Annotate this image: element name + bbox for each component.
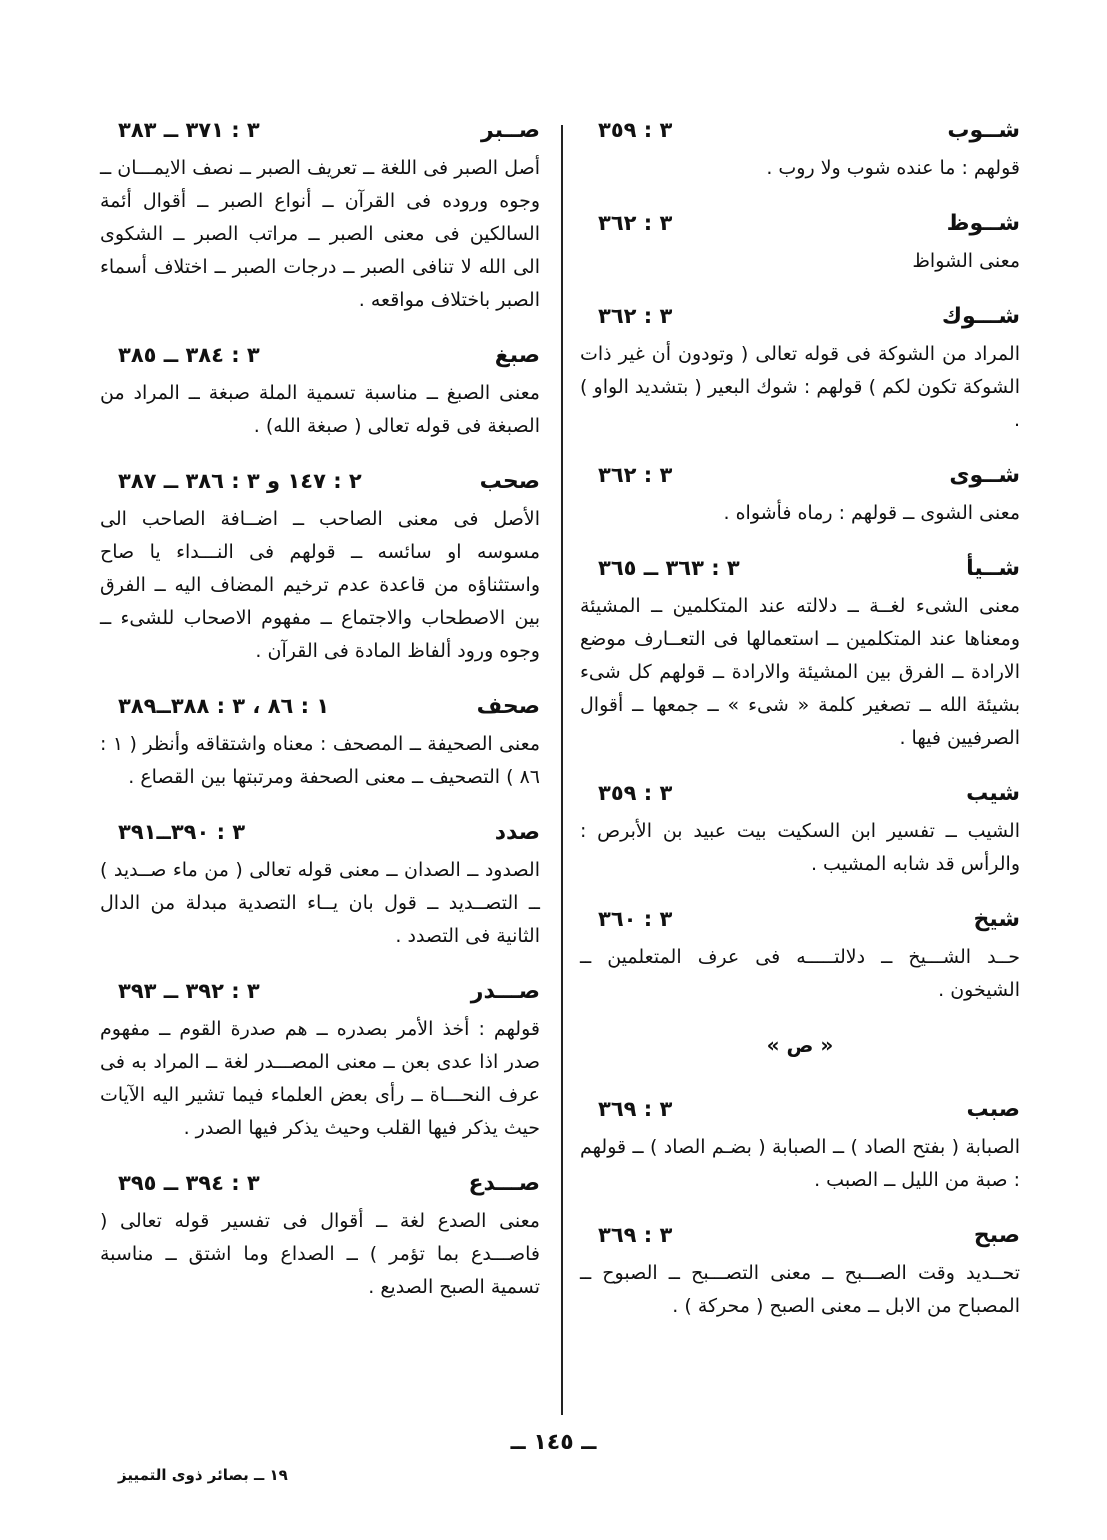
section-title: « ص » — [766, 1033, 834, 1057]
entry — [580, 211, 1020, 278]
entry-head — [100, 469, 540, 503]
entry-head — [580, 907, 1020, 941]
entry — [100, 979, 540, 1145]
entry-body: معنى الشىء لغــة ــ دلالته عند المتكلمين ــ المشيئة ومعناها عند المتكلمين ــ استعمالها فى التعــارف موضع الارادة ــ الفرق بين المشيئة والارادة ــ قولهم كل شىء بشيئة الله ــ تصغير كلمة « شىء » ــ جمعها ــ أقوال الصرفيين فيها . — [580, 595, 1020, 749]
left-column — [100, 118, 540, 1330]
entry-head — [580, 1223, 1020, 1257]
entry — [100, 1171, 540, 1304]
entry-reference: ٣ : ٣٦٩ — [598, 1097, 673, 1121]
entry-reference: ٣ : ٣٥٩ — [598, 781, 673, 805]
entry-body: الصبابة ( بفتح الصاد ) ــ الصبابة ( بضـم الصاد ) ــ قولهم : صبة من الليل ــ الصبب . — [580, 1136, 1020, 1191]
entry-head — [580, 463, 1020, 497]
entry-head — [100, 118, 540, 152]
entry-body: الشيب ــ تفسير ابن السكيت بيت عبيد بن الأبرص : والرأس قد شابه المشيب . — [580, 820, 1020, 875]
footer-note: ١٩ ــ بصائر ذوى التمييز — [118, 1466, 288, 1484]
entry — [580, 118, 1020, 185]
entry-reference: ٣ : ٣٦٩ — [598, 1223, 673, 1247]
entry-word: شـــوك — [941, 304, 1020, 329]
entry-reference: ٣ : ٣٦٣ ــ ٣٦٥ — [598, 556, 740, 580]
right-entries-after — [580, 1097, 1020, 1323]
entry-word: شــوب — [947, 118, 1020, 143]
entry-body: معنى الصحيفة ــ المصحف : معناه واشتقاقه وأنظر ( ١ : ٨٦ ) التصحيف ــ معنى الصحفة ومرتبتها بين القصاع . — [100, 733, 540, 788]
entry-word: شــوى — [949, 463, 1020, 488]
entry — [580, 1097, 1020, 1197]
entry-head — [580, 118, 1020, 152]
entry-body: تحــديد وقت الصـــبح ــ معنى التصـــبح ــ الصبوح ــ المصباح من الابل ــ معنى الصبح ( محركة ) . — [580, 1262, 1020, 1317]
entry-word: صــبر — [481, 118, 540, 143]
entry-word: صبح — [973, 1223, 1020, 1248]
right-entries — [580, 118, 1020, 1007]
entry-body: المراد من الشوكة فى قوله تعالى ( وتودون أن غير ذات الشوكة تكون لكم ) قولهم : شوك البعير ( بتشديد الواو ) . — [580, 343, 1020, 431]
entry-head — [100, 820, 540, 854]
entry-reference: ٣ : ٣٩٤ ــ ٣٩٥ — [118, 1171, 260, 1195]
entry-word: شيب — [966, 781, 1020, 806]
entry — [580, 1223, 1020, 1323]
entry-word: شيخ — [973, 907, 1020, 932]
entry-head — [100, 979, 540, 1013]
entry-reference: ٣ : ٣٧١ ــ ٣٨٣ — [118, 118, 260, 142]
entry-body: أصل الصبر فى اللغة ــ تعريف الصبر ــ نصف الايمـــان ــ وجوه وروده فى القرآن ــ أنواع الصبر ــ أقوال أئمة السالكين فى معنى الصبر ــ مراتب الصبر ــ الشكوى الى الله لا تنافى الصبر ــ درجات الصبر ــ اختلاف أسماء الصبر باختلاف مواقعه . — [100, 157, 540, 311]
entry-word: صحف — [476, 694, 540, 719]
entry — [580, 556, 1020, 755]
column-divider — [561, 125, 563, 1415]
entry-body: قولهم : ما عنده شوب ولا روب . — [766, 157, 1020, 179]
left-entries — [100, 118, 540, 1304]
entry-head — [580, 781, 1020, 815]
entry — [580, 781, 1020, 881]
entry-word: صـــدر — [470, 979, 540, 1004]
entry-head — [580, 1097, 1020, 1131]
entry-body: قولهم : أخذ الأمر بصدره ــ هم صدرة القوم ــ مفهوم صدر اذا عدى بعن ــ معنى المصـــدر لغة ــ المراد به فى عرف النحـــاة ــ رأى بعض العلماء فيما تشير اليه الآيات حيث يذكر فيها القلب وحيث يذكر فيها الصدر . — [100, 1018, 540, 1139]
entry — [100, 343, 540, 443]
entry — [580, 463, 1020, 530]
entry-word: شــيأ — [966, 556, 1020, 581]
page-number: ــ ١٤٥ ــ — [510, 1430, 597, 1455]
entry-word: صحب — [479, 469, 540, 494]
entry-reference: ٣ : ٣٩٢ ــ ٣٩٣ — [118, 979, 260, 1003]
entry-body: معنى الصبغ ــ مناسبة تسمية الملة صبغة ــ المراد من الصبغة فى قوله تعالى ( صبغة الله) . — [100, 382, 540, 437]
entry — [100, 469, 540, 668]
entry-reference: ١ : ٨٦ ، ٣ : ٣٨٨ــ٣٨٩ — [118, 694, 330, 718]
entry — [100, 694, 540, 794]
entry-word: صـــدع — [468, 1171, 540, 1196]
entry-reference: ٣ : ٣٦٢ — [598, 211, 673, 235]
entry-head — [100, 1171, 540, 1205]
entry-reference: ٢ : ١٤٧ و ٣ : ٣٨٦ ــ ٣٨٧ — [118, 469, 362, 493]
entry-word: صبب — [966, 1097, 1020, 1122]
entry-head — [100, 694, 540, 728]
entry-reference: ٣ : ٣٦٠ — [598, 907, 673, 931]
entry-body: معنى الشواظ — [912, 250, 1020, 272]
entry-word: صبغ — [494, 343, 540, 368]
entry — [580, 907, 1020, 1007]
entry — [100, 118, 540, 317]
entry-reference: ٣ : ٣٦٢ — [598, 463, 673, 487]
entry-reference: ٣ : ٣٨٤ ــ ٣٨٥ — [118, 343, 260, 367]
entry-body: معنى الشوى ــ قولهم : رماه فأشواه . — [723, 502, 1020, 524]
entry-head — [580, 304, 1020, 338]
entry-head — [580, 556, 1020, 590]
entry-body: معنى الصدع لغة ــ أقوال فى تفسير قوله تعالى ( فاصـــدع بما تؤمر ) ــ الصداع وما اشتق ــ مناسبة تسمية الصبح الصديع . — [100, 1210, 540, 1298]
entry — [100, 820, 540, 953]
entry-reference: ٣ : ٣٩٠ــ٣٩١ — [118, 820, 246, 844]
entry-word: صدد — [494, 820, 540, 845]
entry-word: شــوظ — [946, 211, 1020, 236]
entry-body: الأصل فى معنى الصاحب ــ اضــافة الصاحب الى مسوسه او سائسه ــ قولهم فى النـــداء يا صاح واستثناؤه من قاعدة عدم ترخيم المضاف اليه ــ الفرق بين الاصطحاب والاجتماع ــ مفهوم الاصحاب للشىء ــ وجوه ورود ألفاظ المادة فى القرآن . — [100, 508, 540, 662]
entry-reference: ٣ : ٣٦٢ — [598, 304, 673, 328]
entry-body: حــد الشـــيخ ــ دلالتـــــه فى عرف المتعلمين ــ الشيخون . — [580, 946, 1020, 1001]
entry — [580, 304, 1020, 437]
entry-body: الصدود ــ الصدان ــ معنى قوله تعالى ( من ماء صــديد ) ــ التصــديد ــ قول بان يــاء التصدية مبدلة من الدال الثانية فى التصدد . — [100, 859, 540, 947]
right-column — [580, 118, 1020, 1349]
entry-reference: ٣ : ٣٥٩ — [598, 118, 673, 142]
entry-head — [100, 343, 540, 377]
entry-head — [580, 211, 1020, 245]
